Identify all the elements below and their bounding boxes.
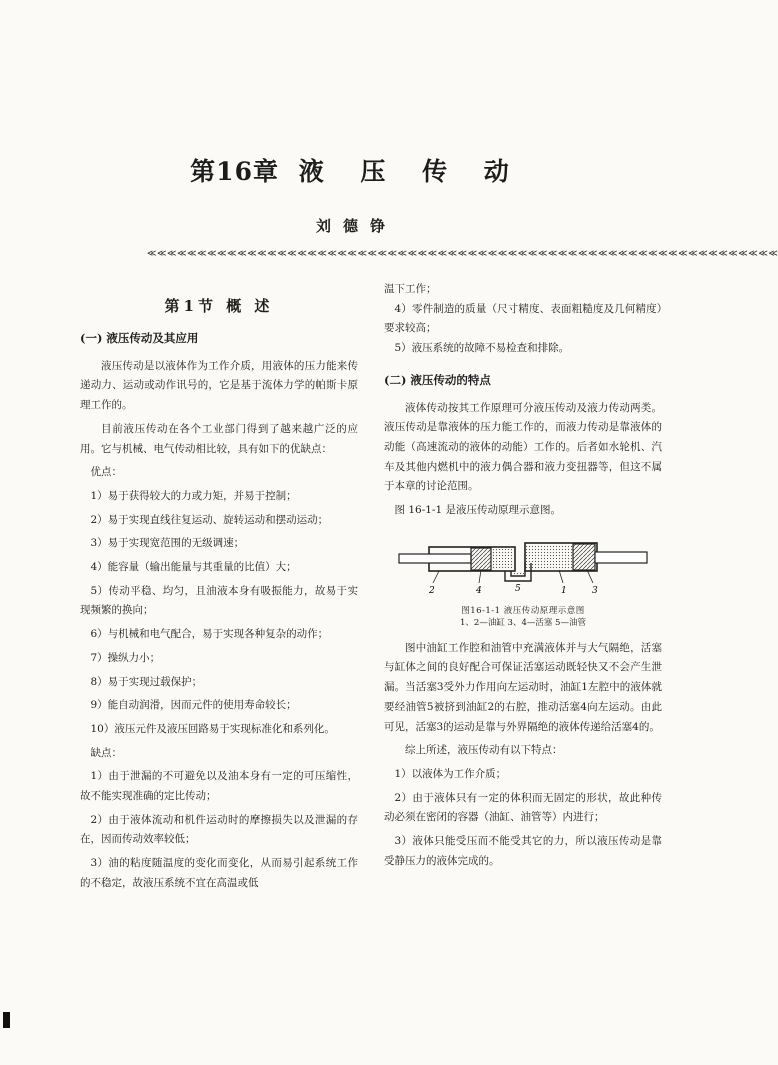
figure-label: 5 bbox=[515, 583, 521, 594]
list-item: 3）易于实现宽范围的无级调速； bbox=[90, 537, 245, 550]
paragraph-continuation: 温下工作； bbox=[384, 283, 437, 295]
figure-caption-title: 图16-1-1 液压传动原理示意图 bbox=[461, 605, 585, 616]
figure-label: 1 bbox=[561, 585, 567, 596]
disadvantages-list bbox=[80, 767, 358, 893]
figure-caption-legend: 1、2—油缸 3、4—活塞 5—油管 bbox=[460, 617, 586, 628]
paragraph: 液体传动按其工作原理可分液压传动及液力传动两类。液压传动是靠液体的压力能工作的，而液力传动是靠液体的动能（高速流动的液体的动能）工作的。后者如水轮机、汽车及其他内燃机中的液力偶合器和液力变扭器等，但这不属于本章的讨论范围。 bbox=[384, 401, 662, 493]
list-item: 1）以液体为工作介质； bbox=[394, 767, 507, 780]
list-item: 6）与机械和电气配合，易于实现各种复杂的动作； bbox=[90, 628, 329, 641]
chapter-title bbox=[0, 152, 713, 188]
list-item: 9）能自动润滑，因而元件的使用寿命较长； bbox=[90, 699, 297, 712]
piston-3-shape bbox=[573, 544, 595, 570]
section-title: 第1节 概 述 bbox=[164, 297, 274, 315]
paragraph: 液压传动是以液体作为工作介质，用液体的压力能来传递动力、运动或动作讯号的，它是基于流体力学的帕斯卡原理工作的。 bbox=[80, 359, 358, 412]
list-item: 2）易于实现直线往复运动、旋转运动和摆动运动； bbox=[90, 513, 329, 526]
page-edge-mark bbox=[3, 1012, 10, 1028]
left-column bbox=[80, 280, 358, 894]
piston-rod-right bbox=[595, 552, 647, 563]
list-item: 7）操纵力小； bbox=[90, 651, 161, 664]
list-item: 5）液压系统的故障不易检查和排除。 bbox=[394, 342, 570, 355]
figure-label: 2 bbox=[429, 585, 435, 596]
list-item: 1）由于泄漏的不可避免以及油本身有一定的可压缩性，故不能实现准确的定比传动； bbox=[80, 770, 358, 803]
advantages-label: 优点： bbox=[90, 466, 122, 479]
pipe-5-shape bbox=[511, 571, 525, 576]
list-item: 1）易于获得较大的力或力矩，并易于控制； bbox=[90, 489, 297, 502]
list-item: 10）液压元件及液压回路易于实现标准化和系列化。 bbox=[90, 722, 335, 735]
list-item: 4）零件制造的质量（尺寸精度、表面粗糙度及几何精度）要求较高； bbox=[384, 302, 662, 335]
subsection-title: (一) 液压传动及其应用 bbox=[80, 331, 199, 345]
hydraulic-diagram bbox=[399, 533, 647, 601]
fluid-left bbox=[491, 549, 513, 569]
decorative-divider: ≪≪≪≪≪≪≪≪≪≪≪≪≪≪≪≪≪≪≪≪≪≪≪≪≪≪≪≪≪≪≪≪≪≪≪≪≪≪≪≪≪≪≪≪≪≪≪≪≪≪≪≪≪≪≪≪≪≪≪≪≪≪≪ bbox=[147, 249, 778, 259]
list-item: 4）能容量（输出能量与其重量的比值）大； bbox=[90, 561, 297, 574]
disadvantages-label: 缺点： bbox=[90, 746, 122, 759]
features-list bbox=[384, 765, 662, 872]
paragraph: 目前液压传动在各个工业部门得到了越来越广泛的应用。它与机械、电气传动相比较，具有如下的优缺点： bbox=[80, 422, 358, 455]
list-item: 2）由于液体只有一定的体积而无固定的形状，故此种传动必须在密闭的容器（油缸、油管等）内进行； bbox=[384, 791, 662, 824]
chapter-number: 第16章 bbox=[190, 157, 279, 186]
piston-4-shape bbox=[471, 548, 491, 570]
right-column bbox=[384, 280, 662, 871]
list-item: 8）易于实现过载保护； bbox=[90, 675, 203, 688]
figure-label: 4 bbox=[476, 585, 482, 596]
summary-label: 综上所述，液压传动有以下特点： bbox=[405, 744, 563, 757]
subsection-title: (二) 液压传动的特点 bbox=[384, 372, 491, 387]
piston-rod-left bbox=[399, 554, 471, 563]
advantages-list bbox=[80, 487, 358, 740]
list-item: 3）液体只能受压而不能受其它的力，所以液压传动是靠受静压力的液体完成的。 bbox=[384, 835, 662, 867]
chapter-name: 液 压 传 动 bbox=[298, 157, 523, 186]
figure-label: 3 bbox=[592, 585, 598, 596]
list-item: 3）油的粘度随温度的变化而变化，从而易引起系统工作的不稳定，故液压系统不宜在高温或低 bbox=[80, 857, 358, 889]
figure-caption bbox=[384, 605, 662, 629]
figure-reference: 图 16-1-1 是液压传动原理示意图。 bbox=[394, 504, 561, 517]
list-item: 2）由于液体流动和机件运动时的摩擦损失以及泄漏的存在，因而传动效率较低； bbox=[80, 813, 358, 846]
author-name: 刘德铮 bbox=[315, 217, 397, 235]
list-item: 5）传动平稳、均匀，且油液本身有吸振能力，故易于实现频繁的换向； bbox=[80, 584, 358, 617]
paragraph: 图中油缸工作腔和油管中充满液体并与大气隔绝，活塞与缸体之间的良好配合可保证活塞运动既轻快又不会产生泄漏。当活塞3受外力作用向左运动时，油缸1左腔中的液体就要经油管5被挤到油缸2的右腔，推动活塞4向左运动。由此可见，活塞3的运动是靠与外界隔绝的液体传递给活塞4的。 bbox=[384, 641, 662, 733]
fluid-right bbox=[526, 545, 573, 570]
